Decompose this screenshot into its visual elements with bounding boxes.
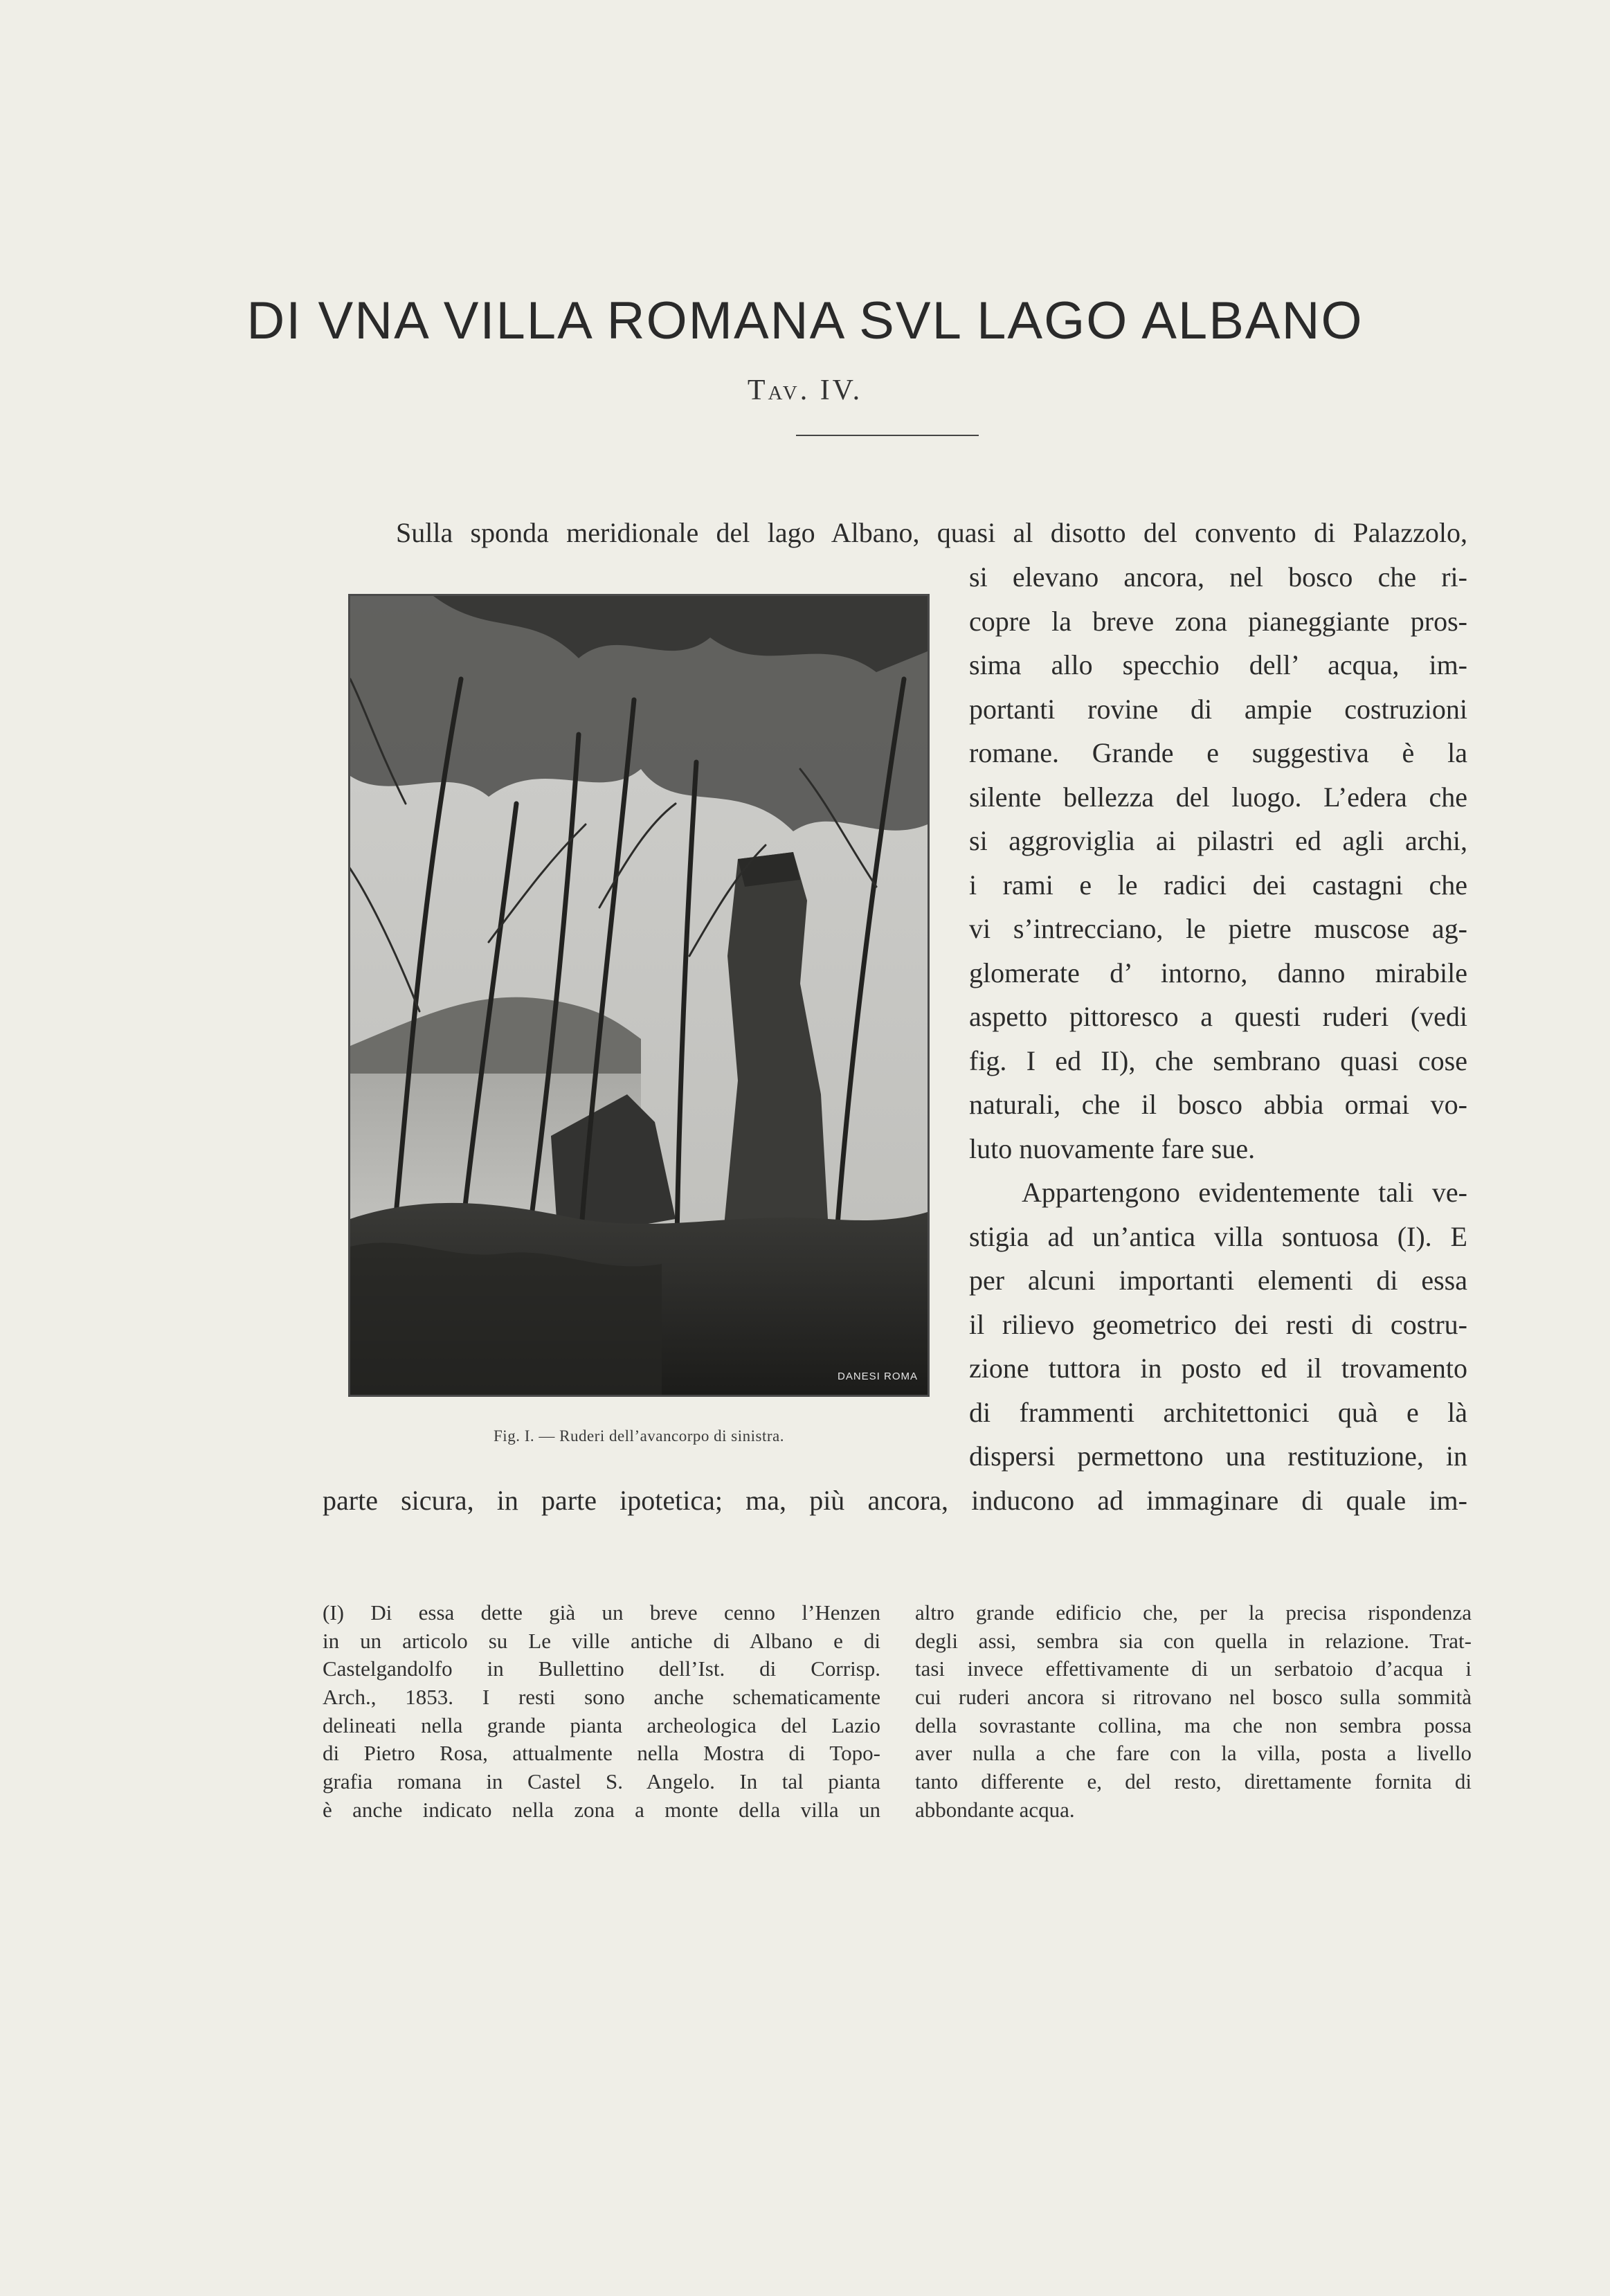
footnote-line: Arch., 1853. I resti sono anche schematicamente: [323, 1685, 880, 1710]
footnote-line: tasi invece effettivamente di un serbatoio d’acqua i: [915, 1656, 1472, 1681]
body-line: portanti rovine di ampie costruzioni: [969, 694, 1467, 725]
footnote-line: (I) Di essa dette già un breve cenno l’Henzen: [323, 1600, 880, 1625]
footnote-line: abbondante acqua.: [915, 1797, 1075, 1822]
footnote-line: tanto differente e, del resto, direttamente fornita di: [915, 1769, 1472, 1794]
body-line: Appartengono evidentemente tali ve-: [1022, 1177, 1467, 1208]
body-line: zione tuttora in posto ed il trovamento: [969, 1353, 1467, 1384]
body-line: vi s’intrecciano, le pietre muscose ag-: [969, 913, 1467, 944]
figure-caption: Fig. I. — Ruderi dell’avancorpo di sinistra.: [494, 1427, 784, 1445]
body-line: si elevano ancora, nel bosco che ri-: [969, 561, 1467, 593]
footnote-line: grafia romana in Castel S. Angelo. In tal pianta: [323, 1769, 880, 1794]
body-line: Sulla sponda meridionale del lago Albano, quasi al disotto del convento di Palazzolo,: [396, 517, 1467, 548]
body-line: romane. Grande e suggestiva è la: [969, 737, 1467, 768]
photographer-signature: DANESI ROMA: [837, 1371, 918, 1382]
body-line: glomerate d’ intorno, danno mirabile: [969, 957, 1467, 988]
figure-photograph: [348, 594, 930, 1397]
footnote-line: in un articolo su Le ville antiche di Albano e di: [323, 1628, 880, 1653]
body-line: fig. I ed II), che sembrano quasi cose: [969, 1045, 1467, 1076]
body-line: parte sicura, in parte ipotetica; ma, più ancora, inducono ad immaginare di quale im-: [323, 1485, 1467, 1516]
body-line: aspetto pittoresco a questi ruderi (vedi: [969, 1001, 1467, 1032]
body-line: di frammenti architettonici quà e là: [969, 1397, 1467, 1428]
title-rule: [796, 435, 979, 436]
footnote-line: della sovrastante collina, ma che non sembra possa: [915, 1712, 1472, 1737]
footnote-left-column: [323, 1599, 880, 1825]
body-line: per alcuni importanti elementi di essa: [969, 1265, 1467, 1296]
article-title: DI VNA VILLA ROMANA SVL LAGO ALBANO: [246, 291, 1364, 350]
body-line: sima allo specchio dell’ acqua, im-: [969, 649, 1467, 680]
footnote-right-column: [915, 1599, 1472, 1825]
body-line: si aggroviglia ai pilastri ed agli archi,: [969, 825, 1467, 856]
footnote-line: Castelgandolfo in Bullettino dell’Ist. di Corrisp.: [323, 1656, 880, 1681]
footnote-line: di Pietro Rosa, attualmente nella Mostra di Topo-: [323, 1741, 880, 1766]
body-line: dispersi permettono una restituzione, in: [969, 1440, 1467, 1472]
footnote-line: delineati nella grande pianta archeologica del Lazio: [323, 1712, 880, 1737]
footnote-line: altro grande edificio che, per la precisa rispondenza: [915, 1600, 1472, 1625]
body-line: il rilievo geometrico dei resti di costru-: [969, 1309, 1467, 1340]
body-line: luto nuovamente fare sue.: [969, 1133, 1256, 1164]
footnote-line: degli assi, sembra sia con quella in relazione. Trat-: [915, 1628, 1472, 1653]
footnote-line: è anche indicato nella zona a monte della villa un: [323, 1797, 880, 1822]
body-line: stigia ad un’antica villa sontuosa (I). E: [969, 1221, 1467, 1252]
body-line: naturali, che il bosco abbia ormai vo-: [969, 1089, 1467, 1120]
ruins-woodland-photo: [350, 596, 928, 1395]
footnote-line: aver nulla a che fare con la villa, posta a livello: [915, 1741, 1472, 1766]
body-line: silente bellezza del luogo. L’edera che: [969, 781, 1467, 813]
body-line: i rami e le radici dei castagni che: [969, 869, 1467, 901]
body-line: copre la breve zona pianeggiante pros-: [969, 606, 1467, 637]
plate-reference: Tav. IV.: [747, 374, 863, 406]
footnote-line: cui ruderi ancora si ritrovano nel bosco sulla sommità: [915, 1685, 1472, 1710]
